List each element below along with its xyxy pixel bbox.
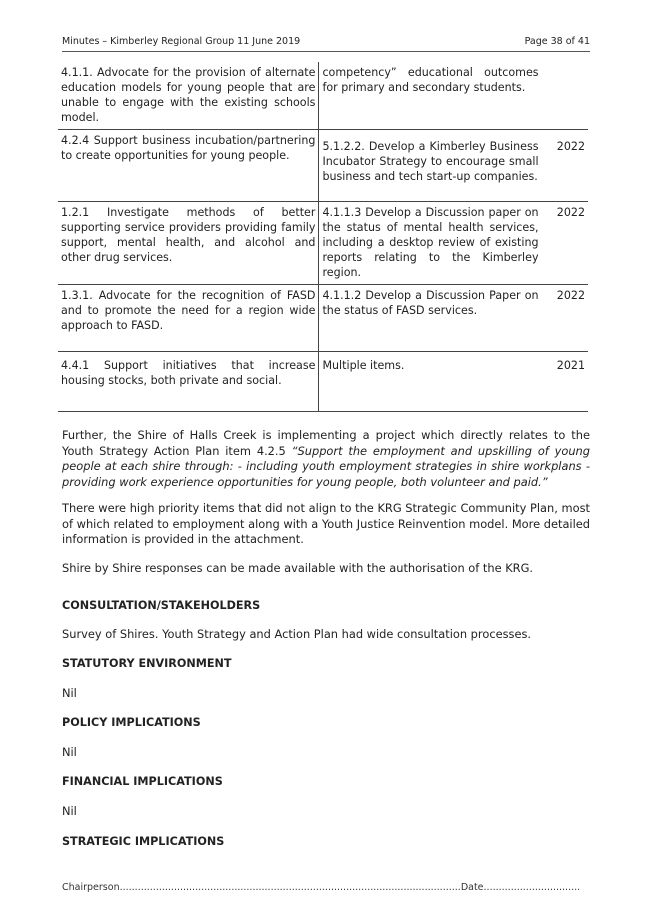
page-header [62,36,590,52]
table-cell-objective: 4.4.1 Support initiatives that increase housing stocks, both private and social. [58,352,319,412]
table-row [58,352,588,412]
table-cell-action: 4.1.1.3 Develop a Discussion paper on the status of mental health services, including a desktop review of existing reports relating to the Kimberley region. [322,206,539,279]
table-row [58,130,588,202]
table-cell-action: 4.1.1.2 Develop a Discussion Paper on the status of FASD services. [322,289,539,317]
table-cell-year: 2021 [556,359,585,372]
table-cell-objective: 1.2.1 Investigate methods of better supporting service providers providing family support, mental health, and alcohol and other drug services. [58,202,319,285]
table-row [58,62,588,130]
table-cell-action: Multiple items. [322,359,405,372]
table-row [58,285,588,352]
table-cell-objective: 4.2.4 Support business incubation/partnering to create opportunities for young people. [58,130,319,202]
table-cell-objective: 1.3.1. Advocate for the recognition of FASD and to promote the need for a region wide approach to FASD. [58,285,319,352]
halls-creek-paragraph [62,428,590,490]
shire-responses-paragraph: Shire by Shire responses can be made available with the authorisation of the KRG. [62,561,534,575]
table-cell-action: competency” educational outcomes for primary and secondary students. [322,66,539,94]
consultation-heading: CONSULTATION/STAKEHOLDERS [62,599,261,612]
paragraph-text: Further, the Shire of Halls Creek is implementing a project which directly relates to the Youth Strategy Action Plan item 4.2.5 [62,428,590,458]
financial-text: Nil [62,804,77,818]
financial-heading: FINANCIAL IMPLICATIONS [62,775,223,788]
table-cell-objective: 4.1.1. Advocate for the provision of alternate education models for young people that are unable to engage with the existing schools model. [58,62,319,130]
strategic-heading: STRATEGIC IMPLICATIONS [62,835,225,848]
priority-items-paragraph: There were high priority items that did not align to the KRG Strategic Community Plan, most of which related to employment along with a Youth Justice Reinvention model. More detailed information is provided in the attachment. [62,501,590,546]
table-cell-year [542,62,588,130]
table-cell-action: 5.1.2.2. Develop a Kimberley Business Incubator Strategy to encourage small business and tech start-up companies. [322,140,539,183]
table-cell-year: 2022 [556,140,585,153]
table-cell-year: 2022 [556,289,585,302]
statutory-heading: STATUTORY ENVIRONMENT [62,657,232,670]
policy-heading: POLICY IMPLICATIONS [62,716,201,729]
table-row [58,202,588,285]
header-title: Minutes – Kimberley Regional Group 11 June 2019 [62,36,301,47]
table-cell-year: 2022 [556,206,585,219]
page-number: Page 38 of 41 [524,36,590,47]
quoted-action-item: “Support the employment and upskilling of young people at each shire through: - including youth employment strategies in shire workplans - providing work experience opportunities for young people, both volunteer and paid.” [62,443,590,489]
statutory-text: Nil [62,686,77,700]
signature-line: Chairperson.................................................................................................................Date................................ [62,882,581,893]
consultation-text: Survey of Shires. Youth Strategy and Action Plan had wide consultation processes. [62,627,532,641]
policy-text: Nil [62,745,77,759]
action-plan-table [58,62,588,412]
